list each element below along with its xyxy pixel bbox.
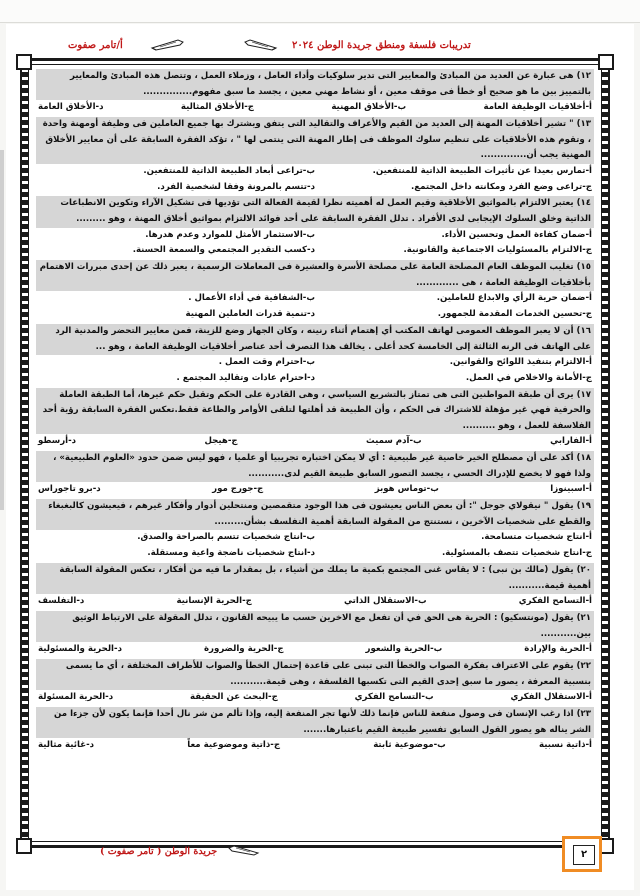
question-block <box>36 260 594 323</box>
option: أ-الفارابي <box>550 436 592 447</box>
option: أ-الاستقلال الفكري <box>510 692 592 703</box>
option: ب-التسامح الفكري <box>354 692 434 703</box>
options-row <box>36 594 594 610</box>
options-row <box>36 738 594 754</box>
option: د-غائية مثالية <box>38 740 95 751</box>
option: د-تتسم بالمرونة وفقا لشخصية الفرد. <box>157 181 315 192</box>
question-text: ٢٠) يقول (مالك بن نبى) : لا يقاس غنى المجتمع بكمية ما يملك من أشياء ، بل بمقدار ما فيه من أفكار ، تعكس المقولة السابقة أهمية قيمة........... <box>36 563 594 594</box>
option: ج-جورج مور <box>212 484 264 495</box>
option: أ-أخلاقيات الوظيفة العامة <box>483 102 592 113</box>
border-pillar-right <box>602 64 608 842</box>
option: ب-انتاج شخصيات تتسم بالصراحة والصدق. <box>137 532 315 543</box>
option: د-الحرية والمسئولية <box>38 644 122 655</box>
option: ج-الحرية الإنسانية <box>176 596 252 607</box>
option: ب-تراعى أبعاد الطبيعة الذاتية للمنتفعين. <box>143 165 315 176</box>
option: د-احترام عادات وتقاليد المجتمع . <box>176 372 315 383</box>
option: ج-الالتزام بالمسئوليات الاجتماعية والقانونية. <box>403 245 592 256</box>
option: أ-التسامح الفكري <box>518 596 592 607</box>
question-block <box>36 499 594 562</box>
option: ج-هيجل <box>204 436 238 447</box>
question-block <box>36 324 594 387</box>
option: د-الأخلاق العامة <box>38 102 104 113</box>
option: ج-انتاج شخصيات تتصف بالمسئولية. <box>441 548 592 559</box>
option: ج-الأمانة والاخلاص في العمل. <box>465 372 592 383</box>
options-row <box>36 482 594 498</box>
pen-icon <box>242 36 278 52</box>
question-block <box>36 117 594 195</box>
question-block <box>36 563 594 610</box>
question-text: ١٤) يعتبر الالتزام بالمواثيق الأخلاقية وقيم العمل له أهميته نظرا لقيمة الفعالة التى تؤديها فى تشكيل الآراء وتكوين الانطباعات الذاتية وخلق السلوك الإيجابى لدى الأفراد . تدلل الفقرة السابقة على أحد فوائد الالتزام بمواثيق أخلاق المهنة ، وهو ......... <box>36 196 594 227</box>
option: د-الحرية المسئولة <box>38 692 114 703</box>
option: د-تنمية قدرات العاملين المهنية <box>185 309 315 320</box>
option: ج-الحرية والضرورة <box>203 644 284 655</box>
option: ج-البحث عن الحقيقة <box>190 692 278 703</box>
option: أ-انتاج شخصيات متسامحة. <box>481 532 592 543</box>
border-corner <box>16 54 32 70</box>
border-corner <box>16 838 32 854</box>
pen-icon <box>226 843 260 857</box>
border-pillar-left <box>22 64 28 842</box>
option: أ-ضمان كفاءة العمل وتحسين الأداء. <box>441 229 592 240</box>
options-grid <box>36 228 594 260</box>
page-number-highlight <box>562 836 602 872</box>
question-block <box>36 451 594 498</box>
pen-icon <box>150 36 186 52</box>
border-corner <box>598 54 614 70</box>
option: ج-الأخلاق المثالية <box>180 102 254 113</box>
option: ج-ذاتية وموضوعية معاً <box>187 740 281 751</box>
options-grid <box>36 530 594 562</box>
option: ب-موضوعية ثابتة <box>373 740 446 751</box>
option: أ-ضمان حرية الرأي والابداع للعاملين. <box>436 293 592 304</box>
question-block <box>36 69 594 116</box>
option: ب-توماس هوبز <box>374 484 439 495</box>
header-title: تدريبات فلسفة ومنطق جريدة الوطن ٢٠٢٤ <box>292 40 471 51</box>
option: ب-الأخلاق المهنية <box>331 102 407 113</box>
question-text: ١٥) تغليب الموظف العام المصلحة العامة على مصلحة الأسرة والعشيرة فى المعاملات الرسمية ، يعبر ذلك عن إحدى مبررات الاهتمام بأخلاقيات الوظيفة العامة ، هى ............. <box>36 260 594 291</box>
option: ب-احترام وقت العمل . <box>218 357 315 368</box>
option: د-أرسطو <box>38 436 77 447</box>
option: ب-آدم سميث <box>366 436 422 447</box>
option: أ-اسبينوزا <box>550 484 592 495</box>
option: د-كسب التقدير المجتمعي والسمعة الحسنة. <box>132 245 315 256</box>
option: ب-الشفافية في أداء الأعمال . <box>188 293 315 304</box>
top-divider <box>0 22 640 23</box>
question-block <box>36 707 594 754</box>
question-text: ٢١) يقول (مونتسكيو) : الحرية هى الحق في أن تفعل مع الاخرين حسب ما يبيحه القانون ، تدلل المقولة على الارتباط الوثيق بين........... <box>36 611 594 642</box>
question-text: ١٨) أكد على أن مصطلح الخير خاصية غير طبيعية : أي لا يمكن اختباره تجريبيا أو علميا ، فهو ليس ضمن حدود «العلوم الطبيعية» ، ولذا فهو لا يخضع للإدراك الحسي ، يجسد التصور السابق طبيعة القيم لدى........... <box>36 451 594 482</box>
options-grid <box>36 355 594 387</box>
options-row <box>36 434 594 450</box>
option: أ-الحرية والإرادة <box>524 644 592 655</box>
options-row <box>36 642 594 658</box>
option: ج-تحسين الخدمات المقدمة للجمهور. <box>437 309 592 320</box>
options-grid <box>36 164 594 196</box>
questions-list <box>36 68 594 838</box>
question-text: ٢٣) اذا رغب الإنسان فى وصول منفعة للناس فإنما ذلك لأنها تجر المنفعة إليه، وإذا تألم من شر نال أحدا فإنما يكون لأن جزءا من الشر يناله هو يصور القول السابق تفسير طبيعة القيم باعتبارها....... <box>36 707 594 738</box>
option: ب-الاستقلال الذاتي <box>343 596 427 607</box>
left-scroll-track[interactable] <box>0 150 4 510</box>
footer-credit: جريدة الوطن ( تامر صفوت ) <box>100 846 218 857</box>
option: ب-الاستثمار الأمثل للموارد وعدم هدرها. <box>145 229 315 240</box>
question-block <box>36 611 594 658</box>
options-grid <box>36 291 594 323</box>
page-number: ٢ <box>573 845 595 865</box>
options-row <box>36 690 594 706</box>
question-text: ٢٢) يقوم على الاعتراف بفكرة الصواب والخطأ التى تبنى على قاعدة إحتمال الخطأ والصواب للأطراف المختلفة ، أي ما يسمى بنسبية المعرفة ، يصور ما سبق إحدى القيم التى تكسبها الفلسفة ، وهى قيمة........... <box>36 659 594 690</box>
option: أ-الالتزام بتنفيذ اللوائح والقوانين. <box>449 357 592 368</box>
question-text: ١٦) أن لا يعبر الموظف العمومى لهاتف المكتب أي إهتمام أثناء رنينه ، وكان الجهاز وضع للزينة، فمن معايير التحضر والمدنية الرد على الهاتف فى الرنه الثالثة إلى الخامسة كحد أعلى . يخالف هذا التصرف أحد عناصر أخلاقيات الوظيفة العامة ، وهو ... <box>36 324 594 355</box>
question-text: ١٩) يقول " نيقولاي جوجل ": أن بعض الناس يعيشون فى هذا الوجود متقمصين ومنتحلين أدوار وأفكار غيرهم ، فيعيشون كالبغبغاء والقطع على شخصيات الآخرين ، نستنتج من المقولة السابقة أهمية التفلسف بشأن......... <box>36 499 594 530</box>
option: أ-ذاتية نسبية <box>538 740 592 751</box>
option: د-برو تاجوراس <box>38 484 101 495</box>
question-block <box>36 196 594 259</box>
top-strip <box>0 0 640 22</box>
option: ب-الحرية والشعور <box>365 644 443 655</box>
question-block <box>36 659 594 706</box>
question-block <box>36 388 594 451</box>
option: د-انتاج شخصيات ناضجة واعية ومستقلة. <box>147 548 315 559</box>
question-text: ١٧) يرى أن طبقة المواطنين التى هى تمتاز بالتشريع السياسي ، وهى القادرة على الحكم وتقبل حكم غيرها، أما الطبقة العاملة والحرفية فهي غير مؤهلة للاشتراك فى الحكم ، وأن الطبيعة قد أهلتها لتلقى الأوامر والطاعة فقط.تعكس الفقرة السابقة رؤية أحد الفلاسفة للعمل ، وهو .......... <box>36 388 594 435</box>
question-text: ١٣) " تشير أخلاقيات المهنة إلى العديد من القيم والأعراف والتقاليد التى يتفق ويشترك بها جميع العاملين فى وظيفة أومهنة واحدة ، وتقوم هذه الأخلاقيات على تنظيم سلوك الموظف فى إطار المهنة التى ينتمى لها " ، تؤكد الفقرة السابقة على أن معايير الأخلاق المهنية يجب أن.............. <box>36 117 594 164</box>
question-text: ١٢) هى عبارة عن العديد من المبادئ والمعايير التى تدير سلوكيات وأداء العامل ، وزملاء العمل ، وتتصل هذه المبادئ والمعايير بالتمييز بين ما هو صحيح أو خطأ فى موقف معين ، أو نشاط مهني معين ، يجسد ما سبق مفهوم............... <box>36 69 594 100</box>
option: أ-تمارس بعيدا عن تأثيرات الطبيعة الذاتية للمنتفعين. <box>372 165 592 176</box>
option: ج-تراعى وضع الفرد ومكانته داخل المجتمع. <box>410 181 592 192</box>
options-row <box>36 100 594 116</box>
header-author: أ/تامر صفوت <box>68 40 123 51</box>
option: د-التفلسف <box>38 596 85 607</box>
